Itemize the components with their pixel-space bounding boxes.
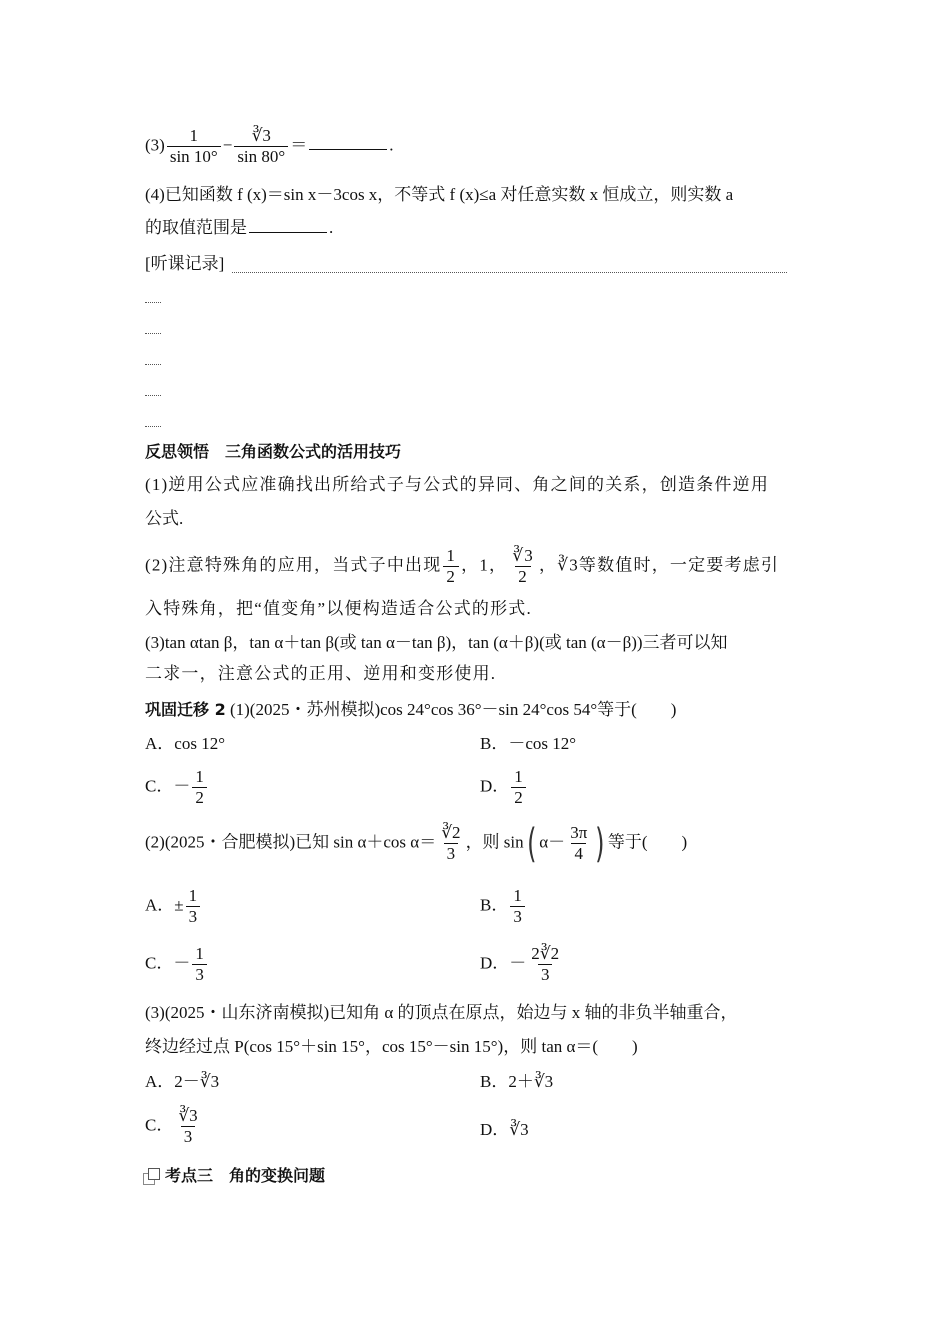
section-heading: 考点三 角的变换问题 — [143, 1164, 325, 1188]
fraction-2: $\frac{∛3}{\sin 80^\circ}$ — [234, 126, 288, 167]
practice-title: 巩固迁移 2 — [145, 700, 226, 719]
reflection-p3-line2: 二求一，注意公式的正用、逆用和变形使用. — [145, 664, 497, 683]
reflection-p2-line1: (2)注意特殊角的应用，当式子中出现 $\frac{1}{2}$ ，1， $\frac{∛3}{2}$ ，∛3等数值时，一定要考虑引 — [145, 546, 780, 586]
q3-option-a: A．2－∛3 — [145, 1072, 220, 1091]
q3-option-c: C． $\frac{∛3}{3}$ — [145, 1106, 198, 1146]
fraction-1: $\frac{1}{\sin 10^\circ}$ — [167, 126, 221, 167]
q3-option-b: B．2＋∛3 — [480, 1072, 554, 1091]
reflection-title: 反思领悟 三角函数公式的活用技巧 — [145, 442, 402, 461]
q2-option-b: B． $\frac{1}{3}$ — [480, 886, 527, 927]
q2-option-d: D．－ $\frac{2∛2}{3}$ — [480, 944, 560, 984]
reflection-p1-line2: 公式. — [145, 509, 184, 528]
practice-q1-stem: 巩固迁移 2 (1)(2025・苏州模拟)cos 24°cos 36°－sin 24°cos 54°等于( ) — [145, 700, 677, 719]
note-line — [145, 426, 161, 427]
fraction-root3-half: $\frac{∛3}{2}$ — [512, 546, 534, 586]
question-3: (3) $\frac{1}{\sin 10^\circ}$ − $\frac{∛3}{\sin 80^\circ}$ ＝ . — [145, 126, 394, 166]
note-line — [145, 302, 161, 303]
notes-rule — [232, 272, 787, 273]
q1-option-d: D． $\frac{1}{2}$ — [480, 767, 528, 808]
squares-icon — [143, 1168, 161, 1186]
q1-option-c: C．－ $\frac{1}{2}$ — [145, 767, 209, 808]
q2-option-a: A．± $\frac{1}{3}$ — [145, 886, 202, 927]
q1-option-b: B．－cos 12° — [480, 734, 577, 753]
note-line — [145, 364, 161, 365]
practice-q2-stem: (2)(2025・合肥模拟)已知 sin α＋cos α＝ $\frac{∛2}{3}$ ，则 sin( α－ $\frac{3\pi}{4}$ ) 等于( ) — [145, 820, 688, 867]
fraction-half: $\frac{1}{2}$ — [443, 546, 459, 587]
q1-option-a: A．cos 12° — [145, 734, 225, 753]
practice-q3-line2: 终边经过点 P(cos 15°＋sin 15°，cos 15°－sin 15°)，则 tan α＝( ) — [145, 1037, 638, 1056]
reflection-p1-line1: (1)逆用公式应准确找出所给式子与公式的异同、角之间的关系，创造条件逆用 — [145, 475, 770, 494]
practice-q3-line1: (3)(2025・山东济南模拟)已知角 α 的顶点在原点，始边与 x 轴的非负半轴重合， — [145, 1003, 738, 1022]
notes-title: [听课记录] — [145, 254, 225, 273]
note-line — [145, 333, 161, 334]
note-line — [145, 395, 161, 396]
question-4-line-2: 的取值范围是 . — [145, 218, 334, 237]
answer-blank — [249, 217, 327, 233]
reflection-p2-line2: 入特殊角，把“值变角”以便构造适合公式的形式. — [145, 599, 532, 618]
q3-option-d: D．∛3 — [480, 1120, 529, 1139]
question-4-line-1: (4)已知函数 f (x)＝sin x－3cos x，不等式 f (x)≤a 对任意实数 x 恒成立，则实数 a — [145, 185, 734, 204]
reflection-p3-line1: (3)tan αtan β，tan α＋tan β(或 tan α－tan β)，tan (α＋β)(或 tan (α－β))三者可以知 — [145, 633, 728, 652]
answer-blank — [309, 134, 387, 150]
q2-option-c: C．－ $\frac{1}{3}$ — [145, 944, 209, 985]
